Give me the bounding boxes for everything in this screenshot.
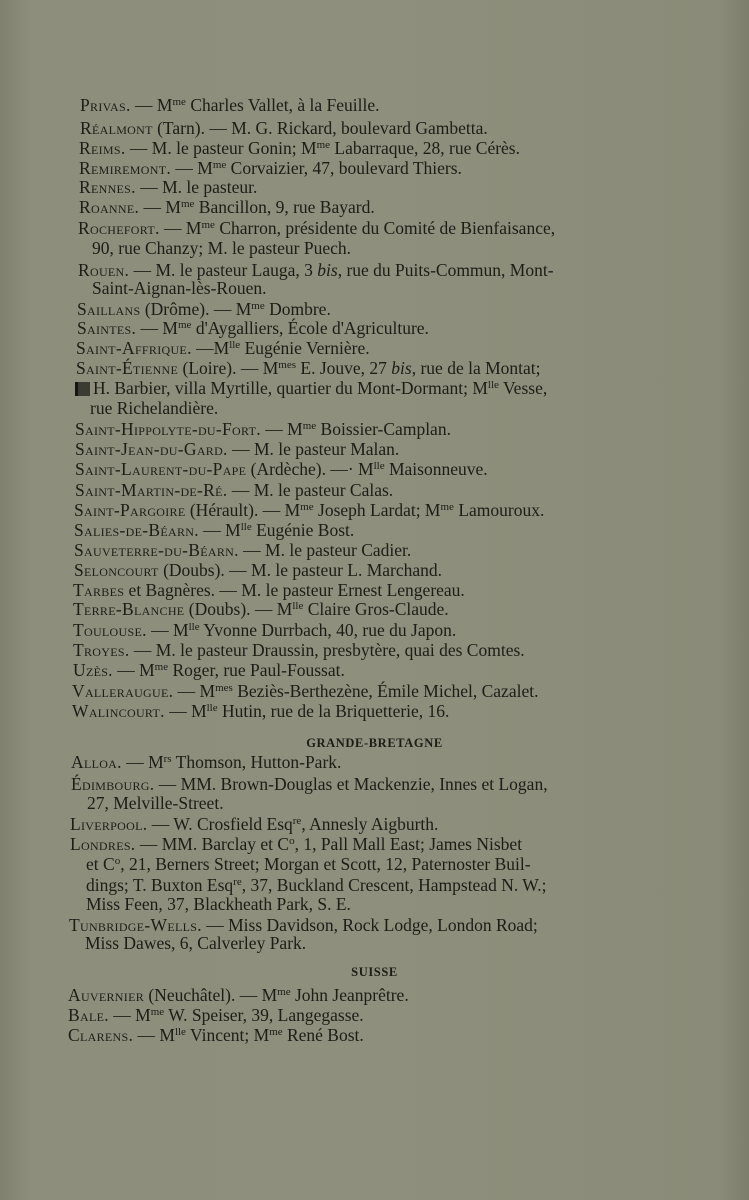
entry-rouen-cont: Saint-Aignan-lès-Rouen. bbox=[92, 278, 267, 298]
entry-saint-etienne-cont2: rue Richelandière. bbox=[90, 398, 219, 418]
entry-saint-affrique: Saint-Affrique. $—M^{lle}$ Eugénie Vernière. bbox=[76, 338, 370, 358]
entry-londres-cont: et $C^o$, 21, Berners Street; Morgan et Scott, 12, Paternoster Buil- bbox=[86, 854, 531, 874]
entry-remiremont: Remiremont. — $M^{me}$ Corvaizier, 47, boulevard Thiers. bbox=[79, 158, 462, 178]
entry-saint-etienne: Saint-Étienne (Loire). — $M^{mes}$ E. Jouve, 27 bis, rue de la Montat; bbox=[76, 358, 541, 378]
section-heading-switzerland: SUISSE bbox=[351, 965, 398, 979]
entry-realmont: Réalmont (Tarn). — M. G. Rickard, boulevard Gambetta. bbox=[80, 118, 488, 138]
entry-saint-hippolyte: Saint-Hippolyte-du-Fort. — $M^{me}$ Boissier-Camplan. bbox=[75, 419, 451, 439]
entry-tarbes: Tarbes et Bagnères. — M. le pasteur Ernest Lengereau. bbox=[73, 580, 465, 600]
entry-saillans: Saillans (Drôme). — $M^{me}$ Dombre. bbox=[77, 299, 331, 319]
entry-reims: Reims. — M. le pasteur Gonin; $M^{me}$ Labarraque, 28, rue Cérès. bbox=[79, 138, 520, 158]
entry-edimbourg: Édimbourg. — MM. Brown-Douglas et Mackenzie, Innes et Logan, bbox=[71, 774, 548, 794]
entry-walincourt: Walincourt. — $M^{lle}$ Hutin, rue de la Briquetterie, 16. bbox=[72, 701, 450, 721]
entry-clarens: Clarens. — $M^{lle}$ Vincent; $M^{me}$ René Bost. bbox=[68, 1025, 364, 1045]
entry-privas: Privas. — $M^{me}$ Charles Vallet, à la Feuille. bbox=[80, 95, 380, 115]
entry-saint-martin: Saint-Martin-de-Ré. — M. le pasteur Calas. bbox=[75, 480, 394, 500]
entry-saint-etienne-cont: H. Barbier, villa Myrtille, quartier du Mont-Dormant; $M^{lle}$ Vesse, bbox=[75, 378, 547, 398]
section-heading-great-britain: GRANDE-BRETAGNE bbox=[306, 736, 443, 750]
entry-salies: Salies-de-Béarn. — $M^{lle}$ Eugénie Bost. bbox=[74, 520, 355, 540]
entry-rochefort: Rochefort. — $M^{me}$ Charron, présidente du Comité de Bienfaisance, bbox=[78, 218, 556, 238]
entry-londres: Londres. — MM. Barclay et $C^o$, 1, Pall Mall East; James Nisbet bbox=[70, 834, 523, 854]
entry-terre-blanche: Terre-Blanche (Doubs). — $M^{lle}$ Claire Gros-Claude. bbox=[73, 599, 449, 619]
entry-liverpool: Liverpool. — W. Crosfield Esq$^{re}$, Annesly Aigburth. bbox=[70, 814, 439, 834]
entry-saint-jean: Saint-Jean-du-Gard. — M. le pasteur Malan. bbox=[75, 439, 400, 459]
entry-auvernier: Auvernier (Neuchâtel). — $M^{me}$ John Jeanprêtre. bbox=[68, 985, 409, 1005]
entry-rochefort-cont: 90, rue Chanzy; M. le pasteur Puech. bbox=[92, 238, 352, 258]
entry-rennes: Rennes. — M. le pasteur. bbox=[79, 177, 258, 197]
entry-londres-cont3: Miss Feen, 37, Blackheath Park, S. E. bbox=[86, 894, 351, 914]
entry-edimbourg-cont: 27, Melville-Street. bbox=[87, 793, 224, 813]
printed-mark-icon bbox=[75, 382, 90, 396]
entry-saintes: Saintes. — $M^{me}$ d'Aygalliers, École d'Agriculture. bbox=[77, 318, 429, 338]
entry-bale: Bale. — $M^{me}$ W. Speiser, 39, Langegasse. bbox=[68, 1005, 364, 1025]
entry-tunbridge-wells: Tunbridge-Wells. — Miss Davidson, Rock Lodge, London Road; bbox=[69, 915, 538, 935]
entry-saint-pargoire: Saint-Pargoire (Hérault). — $M^{me}$ Joseph Lardat; $M^{me}$ Lamouroux. bbox=[74, 500, 545, 520]
entry-rouen: Rouen. — M. le pasteur Lauga, 3 bis, rue du Puits-Commun, Mont- bbox=[78, 260, 554, 280]
entry-roanne: Roanne. — $M^{me}$ Bancillon, 9, rue Bayard. bbox=[79, 197, 375, 217]
entry-toulouse: Toulouse. — $M^{lle}$ Yvonne Durrbach, 40, rue du Japon. bbox=[73, 620, 457, 640]
entry-valleraugue: Valleraugue. — $M^{mes}$ Beziès-Berthezène, Émile Michel, Cazalet. bbox=[72, 681, 539, 701]
entry-uzes: Uzès. — $M^{me}$ Roger, rue Paul-Foussat. bbox=[73, 660, 345, 680]
entry-seloncourt: Seloncourt (Doubs). — M. le pasteur L. Marchand. bbox=[74, 560, 443, 580]
entry-troyes: Troyes. — M. le pasteur Draussin, presbytère, quai des Comtes. bbox=[73, 640, 525, 660]
entry-sauveterre: Sauveterre-du-Béarn. — M. le pasteur Cadier. bbox=[74, 540, 412, 560]
entry-alloa: Alloa. — $M^{rs}$ Thomson, Hutton-Park. bbox=[71, 752, 342, 772]
entry-saint-laurent: Saint-Laurent-du-Pape (Ardèche). —· $M^{lle}$ Maisonneuve. bbox=[75, 459, 488, 479]
entry-londres-cont2: dings; T. Buxton Esq$^{re}$, 37, Buckland Crescent, Hampstead N. W.; bbox=[86, 875, 547, 895]
entry-tunbridge-wells-cont: Miss Dawes, 6, Calverley Park. bbox=[85, 933, 307, 953]
